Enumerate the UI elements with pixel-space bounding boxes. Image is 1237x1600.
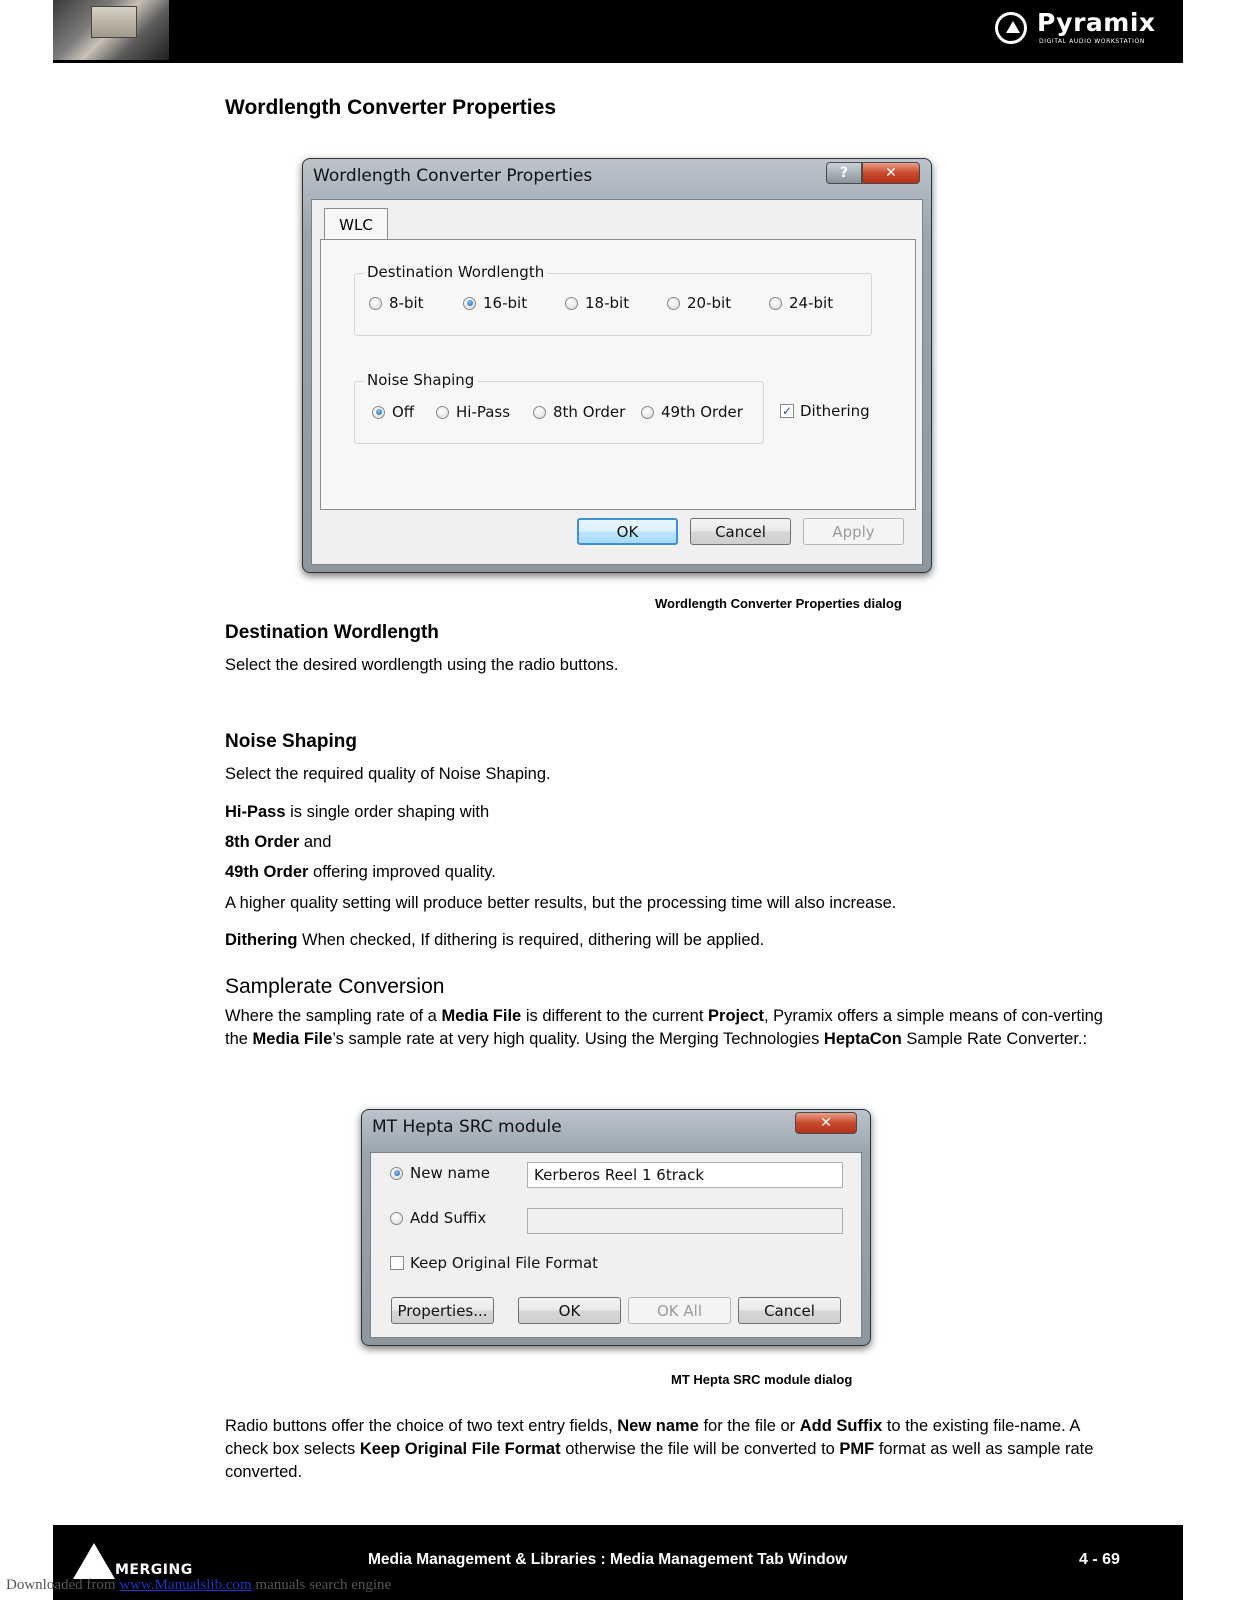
radio-label: 18-bit	[585, 294, 630, 312]
text-run: ’s sample rate at very high quality. Using the Merging Technologies	[332, 1030, 824, 1048]
hi-pass-text: is single order shaping with	[285, 803, 490, 821]
bold-term: HeptaCon	[823, 1030, 902, 1048]
radio-selected-icon	[463, 297, 476, 310]
radio-buttons-description	[225, 1415, 1115, 1484]
8th-order-term: 8th Order	[225, 833, 300, 851]
8th-order-text: and	[299, 833, 332, 851]
keep-original-format-label: Keep Original File Format	[410, 1254, 599, 1272]
radio-add-suffix[interactable]	[390, 1209, 486, 1227]
wlc-dialog	[302, 158, 932, 573]
bold-term: PMF	[839, 1440, 875, 1458]
49th-order-text: offering improved quality.	[308, 863, 496, 881]
bold-term: New name	[617, 1417, 699, 1435]
radio-new-name[interactable]	[390, 1164, 490, 1182]
text-run: is different to the current	[521, 1007, 709, 1025]
samplerate-conversion-text	[225, 1005, 1115, 1051]
radio-label: 16-bit	[483, 294, 528, 312]
radio-icon	[533, 406, 546, 419]
noise-shaping-group	[354, 371, 764, 444]
src-dialog-body	[370, 1152, 862, 1338]
text-run: Where the sampling rate of a	[225, 1007, 442, 1025]
radio-label: 24-bit	[789, 294, 834, 312]
radio-8-bit[interactable]	[369, 294, 424, 312]
apply-button[interactable]: Apply	[803, 518, 904, 545]
cancel-button[interactable]: Cancel	[690, 518, 791, 545]
text-run: Sample Rate Converter.:	[901, 1030, 1088, 1048]
page-title: Wordlength Converter Properties	[225, 96, 556, 119]
close-button[interactable]	[795, 1112, 857, 1134]
radio-icon	[369, 297, 382, 310]
download-watermark	[6, 1577, 391, 1594]
bold-term: Keep Original File Format	[359, 1440, 561, 1458]
radio-20-bit[interactable]	[667, 294, 731, 312]
ok-button[interactable]: OK	[577, 518, 678, 545]
dithering-term: Dithering	[225, 931, 298, 949]
wlc-figure-caption: Wordlength Converter Properties dialog	[655, 596, 902, 611]
watermark-prefix: Downloaded from	[6, 1577, 120, 1593]
destination-wordlength-group	[354, 263, 872, 336]
wlc-dialog-title: Wordlength Converter Properties	[313, 166, 593, 186]
src-dialog	[361, 1109, 871, 1346]
pyramix-logo-subtext: DIGITAL AUDIO WORKSTATION	[1039, 38, 1145, 45]
properties-button[interactable]: Properties...	[391, 1297, 494, 1324]
radio-label: 20-bit	[687, 294, 732, 312]
merging-logo-text: MERGING	[115, 1562, 193, 1578]
wlc-tab-panel	[320, 239, 916, 510]
text-run: to the existing file-name. A check box selects	[225, 1417, 1080, 1458]
radio-label: 8th Order	[553, 403, 626, 421]
watermark-link[interactable]: www.Manualslib.com	[119, 1577, 252, 1593]
tab-wlc[interactable]: WLC	[324, 208, 388, 241]
radio-18-bit[interactable]	[565, 294, 629, 312]
radio-icon	[769, 297, 782, 310]
wlc-dialog-body	[311, 199, 923, 565]
checkbox-icon	[390, 1256, 404, 1270]
cancel-button[interactable]: Cancel	[738, 1297, 841, 1324]
bold-term: Add Suffix	[799, 1417, 883, 1435]
radio-8th-order[interactable]	[533, 403, 625, 421]
radio-icon	[667, 297, 680, 310]
radio-label: Hi-Pass	[456, 403, 511, 421]
radio-label: 8-bit	[389, 294, 424, 312]
pyramix-logo-text: Pyramix	[1037, 8, 1156, 37]
text-run: format as well as sample rate converted.	[225, 1440, 1094, 1481]
noise-shaping-heading: Noise Shaping	[225, 731, 357, 752]
destination-wordlength-text: Select the desired wordlength using the radio buttons.	[225, 656, 619, 674]
add-suffix-input[interactable]	[527, 1208, 843, 1234]
radio-16-bit[interactable]	[463, 294, 527, 312]
radio-selected-icon	[390, 1167, 403, 1180]
header-thumbnail-screen	[91, 6, 137, 38]
merging-logo-icon	[73, 1543, 115, 1579]
hi-pass-description	[225, 801, 1115, 824]
page-header	[53, 0, 1183, 63]
bold-term: Media File	[252, 1030, 333, 1048]
samplerate-conversion-heading: Samplerate Conversion	[225, 975, 445, 998]
8th-order-description	[225, 831, 1115, 854]
radio-hi-pass[interactable]	[436, 403, 510, 421]
close-icon: ✕	[885, 165, 897, 181]
hi-pass-term: Hi-Pass	[225, 803, 286, 821]
quality-text: A higher quality setting will produce better results, but the processing time will also increase.	[225, 894, 897, 912]
dithering-checkbox[interactable]	[780, 402, 870, 420]
pyramix-logo	[995, 10, 1165, 50]
help-button[interactable]	[826, 162, 862, 184]
49th-order-term: 49th Order	[225, 863, 309, 881]
watermark-suffix: manuals search engine	[251, 1577, 392, 1593]
radio-label: 49th Order	[661, 403, 743, 421]
destination-wordlength-heading: Destination Wordlength	[225, 622, 439, 643]
help-icon: ?	[839, 165, 849, 181]
new-name-input[interactable]: Kerberos Reel 1 6track	[527, 1162, 843, 1188]
close-icon: ✕	[820, 1115, 832, 1131]
bold-term: Media File	[441, 1007, 522, 1025]
text-run: for the file or	[698, 1417, 800, 1435]
dithering-label: Dithering	[800, 402, 870, 420]
text-run: Radio buttons offer the choice of two text entry fields,	[225, 1417, 618, 1435]
radio-icon	[436, 406, 449, 419]
radio-icon	[641, 406, 654, 419]
radio-49th-order[interactable]	[641, 403, 743, 421]
bold-term: Project	[708, 1007, 764, 1025]
ok-button[interactable]: OK	[518, 1297, 621, 1324]
header-thumbnail-image	[53, 0, 169, 60]
src-dialog-title: MT Hepta SRC module	[372, 1117, 562, 1137]
dithering-text: When checked, If dithering is required, dithering will be applied.	[297, 931, 765, 949]
text-run: otherwise the file will be converted to	[560, 1440, 840, 1458]
49th-order-description	[225, 861, 1115, 884]
radio-icon	[565, 297, 578, 310]
close-button[interactable]	[862, 162, 920, 184]
radio-label: New name	[410, 1164, 491, 1182]
text-run: , Pyramix offers a simple means of con-verting the	[225, 1007, 1103, 1048]
radio-off[interactable]	[372, 403, 414, 421]
radio-label: Add Suffix	[410, 1209, 487, 1227]
footer-section-title: Media Management & Libraries : Media Management Tab Window	[368, 1551, 848, 1568]
noise-shaping-text: Select the required quality of Noise Shaping.	[225, 765, 551, 783]
keep-original-format-checkbox[interactable]	[390, 1254, 598, 1272]
src-figure-caption: MT Hepta SRC module dialog	[671, 1372, 853, 1387]
checkmark-icon: ✓	[781, 404, 793, 418]
radio-24-bit[interactable]	[769, 294, 833, 312]
destination-wordlength-label: Destination Wordlength	[364, 263, 547, 281]
radio-selected-icon	[372, 406, 385, 419]
radio-icon	[390, 1212, 403, 1225]
radio-label: Off	[392, 403, 415, 421]
page-number: 4 - 69	[1079, 1551, 1120, 1568]
pyramix-logo-icon	[995, 12, 1027, 44]
noise-shaping-label: Noise Shaping	[364, 371, 477, 389]
dithering-description	[225, 929, 1115, 952]
ok-all-button[interactable]: OK All	[628, 1297, 731, 1324]
